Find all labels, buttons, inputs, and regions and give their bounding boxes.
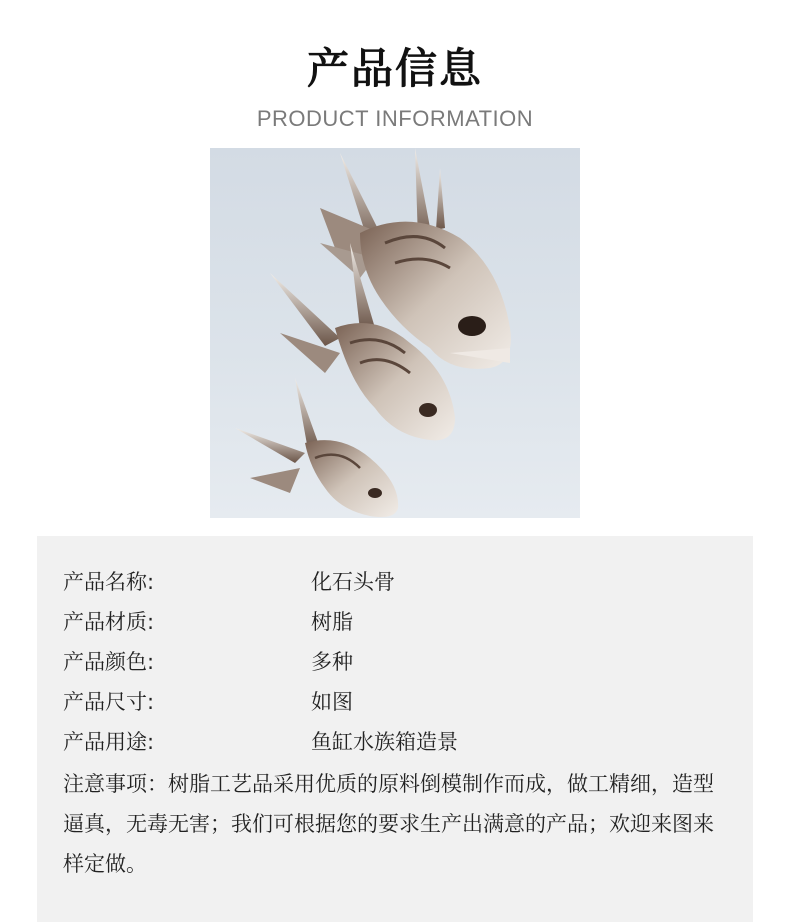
info-value: 鱼缸水族箱造景 xyxy=(311,730,458,754)
info-label: 产品名称: xyxy=(63,570,155,594)
info-value: 化石头骨 xyxy=(311,570,395,594)
info-label: 产品材质: xyxy=(63,610,155,634)
info-label: 产品尺寸: xyxy=(63,690,155,714)
info-value: 多种 xyxy=(311,650,353,674)
page-title: 产品信息 xyxy=(306,44,483,93)
product-info-panel xyxy=(37,536,753,922)
info-label: 产品用途: xyxy=(63,730,155,754)
page-subtitle: PRODUCT INFORMATION xyxy=(256,106,534,131)
product-photo xyxy=(210,148,580,518)
info-label: 产品颜色: xyxy=(63,650,155,674)
info-value: 树脂 xyxy=(311,610,353,634)
info-value: 如图 xyxy=(311,690,353,714)
notice-text: 注意事项：树脂工艺品采用优质的原料倒模制作而成，做工精细，造型逼真，无毒无害；我们可根据您的要求生产出满意的产品；欢迎来图来样定做。 xyxy=(63,772,714,876)
